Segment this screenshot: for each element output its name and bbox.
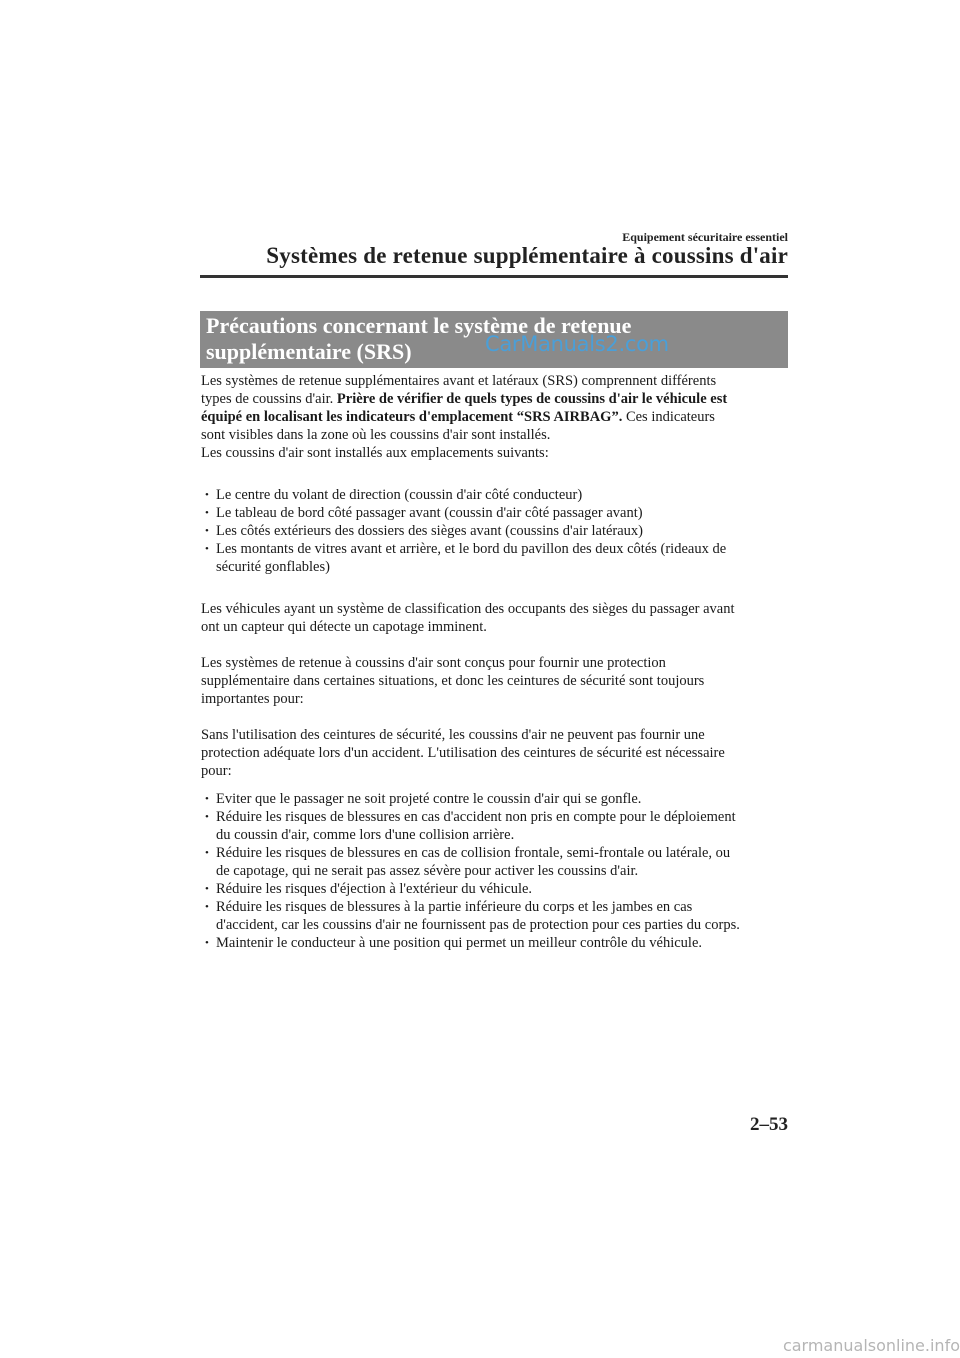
intro-line3-bold: équipé en localisant les indicateurs d'emplacement “SRS AIRBAG”. [201,409,623,425]
list-item: • Le centre du volant de direction (coussin d'air côté conducteur) [205,486,789,504]
list-item: • Les côtés extérieurs des dossiers des sièges avant (coussins d'air latéraux) [205,522,789,540]
intro-line4: sont visibles dans la zone où les coussins d'air sont installés. [201,427,551,443]
page-number: 2–53 [750,1114,788,1135]
list-item: • Eviter que le passager ne soit projeté contre le coussin d'air qui se gonfle. [205,790,789,808]
intro-paragraph [201,372,789,462]
list-item: • Le tableau de bord côté passager avant (coussin d'air côté passager avant) [205,504,789,522]
section-title-line1: Précautions concernant le système de retenue [206,313,632,338]
seatbelt-necessity-paragraph: Sans l'utilisation des ceintures de sécurité, les coussins d'air ne peuvent pas fournir une protection adéquate lors d'un accident. L'utilisation des ceintures de sécurité est nécessaire pour: [201,727,725,779]
list-item: • Les montants de vitres avant et arrière, et le bord du pavillon des deux côtés (rideaux de sécurité gonflables) [205,540,789,576]
footer-watermark: carmanualsonline.info [782,1336,960,1355]
section-title-line2: supplémentaire (SRS) [206,339,412,364]
intro-line2: types de coussins d'air. [201,391,337,407]
intro-line1: Les systèmes de retenue supplémentaires avant et latéraux (SRS) comprennent différents [201,373,717,389]
page-header-title: Systèmes de retenue supplémentaire à coussins d'air [266,243,788,268]
list-item: • Maintenir le conducteur à une position qui permet un meilleur contrôle du véhicule. [205,934,789,952]
intro-line3: Ces indicateurs [622,409,715,425]
section-banner [200,311,788,368]
supplementary-protection-paragraph: Les systèmes de retenue à coussins d'air sont conçus pour fournir une protection supplémentaire dans certaines situations, et donc les ceintures de sécurité sont toujours importantes pour: [201,655,705,707]
list-item: • Réduire les risques de blessures en cas d'accident non pris en compte pour le déploiement du coussin d'air, comme lors d'une collision arrière. [205,808,789,844]
content [201,372,789,952]
header-category: Equipement sécuritaire essentiel [622,230,788,244]
list-item: • Réduire les risques de blessures en cas de collision frontale, semi-frontale ou latérale, ou de capotage, qui ne serait pas assez sévère pour activer les coussins d'air. [205,844,789,880]
intro-line2-bold: Prière de vérifier de quels types de coussins d'air le véhicule est [336,391,728,407]
watermark-logo: CarManuals2.com [485,332,669,356]
seatbelt-reasons-list [201,790,789,952]
occupant-classification-paragraph: Les véhicules ayant un système de classification des occupants des sièges du passager avant ont un capteur qui détecte un capotage imminent. [201,601,735,635]
list-item: • Réduire les risques d'éjection à l'extérieur du véhicule. [205,880,789,898]
airbag-locations-list [201,486,789,576]
header-rule [200,275,788,278]
list-item: • Réduire les risques de blessures à la partie inférieure du corps et les jambes en cas d'accident, car les coussins d'air ne fournissent pas de protection pour ces parties du corps. [205,898,789,934]
intro-line5: Les coussins d'air sont installés aux emplacements suivants: [201,445,549,461]
